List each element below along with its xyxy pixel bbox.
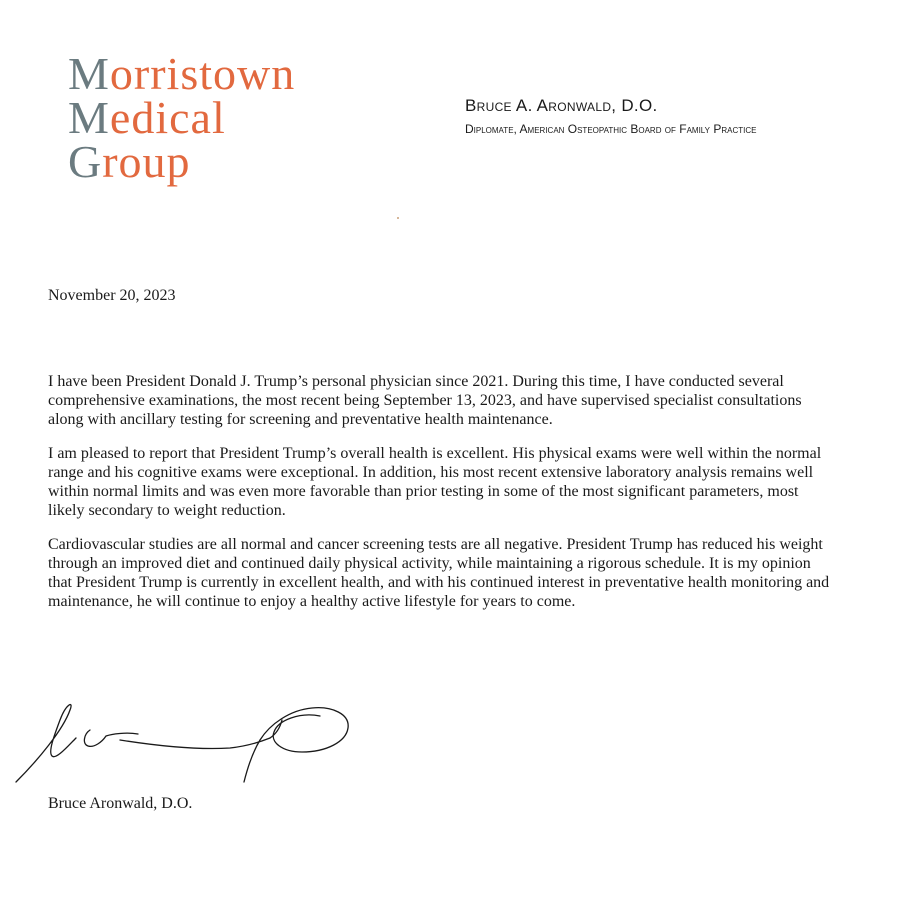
- handwritten-signature: [8, 690, 368, 800]
- logo-line-2: Medical: [68, 92, 226, 143]
- physician-name: Bruce A. Aronwald, D.O.: [465, 96, 658, 115]
- morristown-medical-group-logo: [68, 48, 296, 187]
- paragraph-3: Cardiovascular studies are all normal and cancer screening tests are all negative. President Trump has reduced his weight through an improved diet and continued daily physical activity, while maintaining a rigorous schedule. It is my opinion that President Trump is currently in excellent health, and with his continued interest in preventative health monitoring and maintenance, he will continue to enjoy a healthy active lifestyle for years to come.: [48, 536, 830, 610]
- logo-line-3: Group: [68, 136, 191, 187]
- letter-date: November 20, 2023: [48, 287, 176, 304]
- letter-body: [48, 372, 838, 626]
- signatory-name: Bruce Aronwald, D.O.: [48, 795, 193, 812]
- physician-title: Diplomate, American Osteopathic Board of Family Practice: [465, 122, 757, 136]
- paragraph-1: I have been President Donald J. Trump’s personal physician since 2021. During this time, I have conducted several comprehensive examinations, the most recent being September 13, 2023, and have supervised specialist consultations along with ancillary testing for screening and preventative health maintenance.: [48, 373, 802, 428]
- logo-line-1: Morristown: [68, 48, 296, 99]
- physician-header: [465, 96, 805, 138]
- paragraph-2: I am pleased to report that President Trump’s overall health is excellent. His physical exams were well within the normal range and his cognitive exams were exceptional. In addition, his most recent extensive laboratory analysis remains well within normal limits and was even more favorable than prior testing in some of the most significant parameters, most likely secondary to weight reduction.: [48, 445, 822, 519]
- stray-mark: [397, 217, 399, 219]
